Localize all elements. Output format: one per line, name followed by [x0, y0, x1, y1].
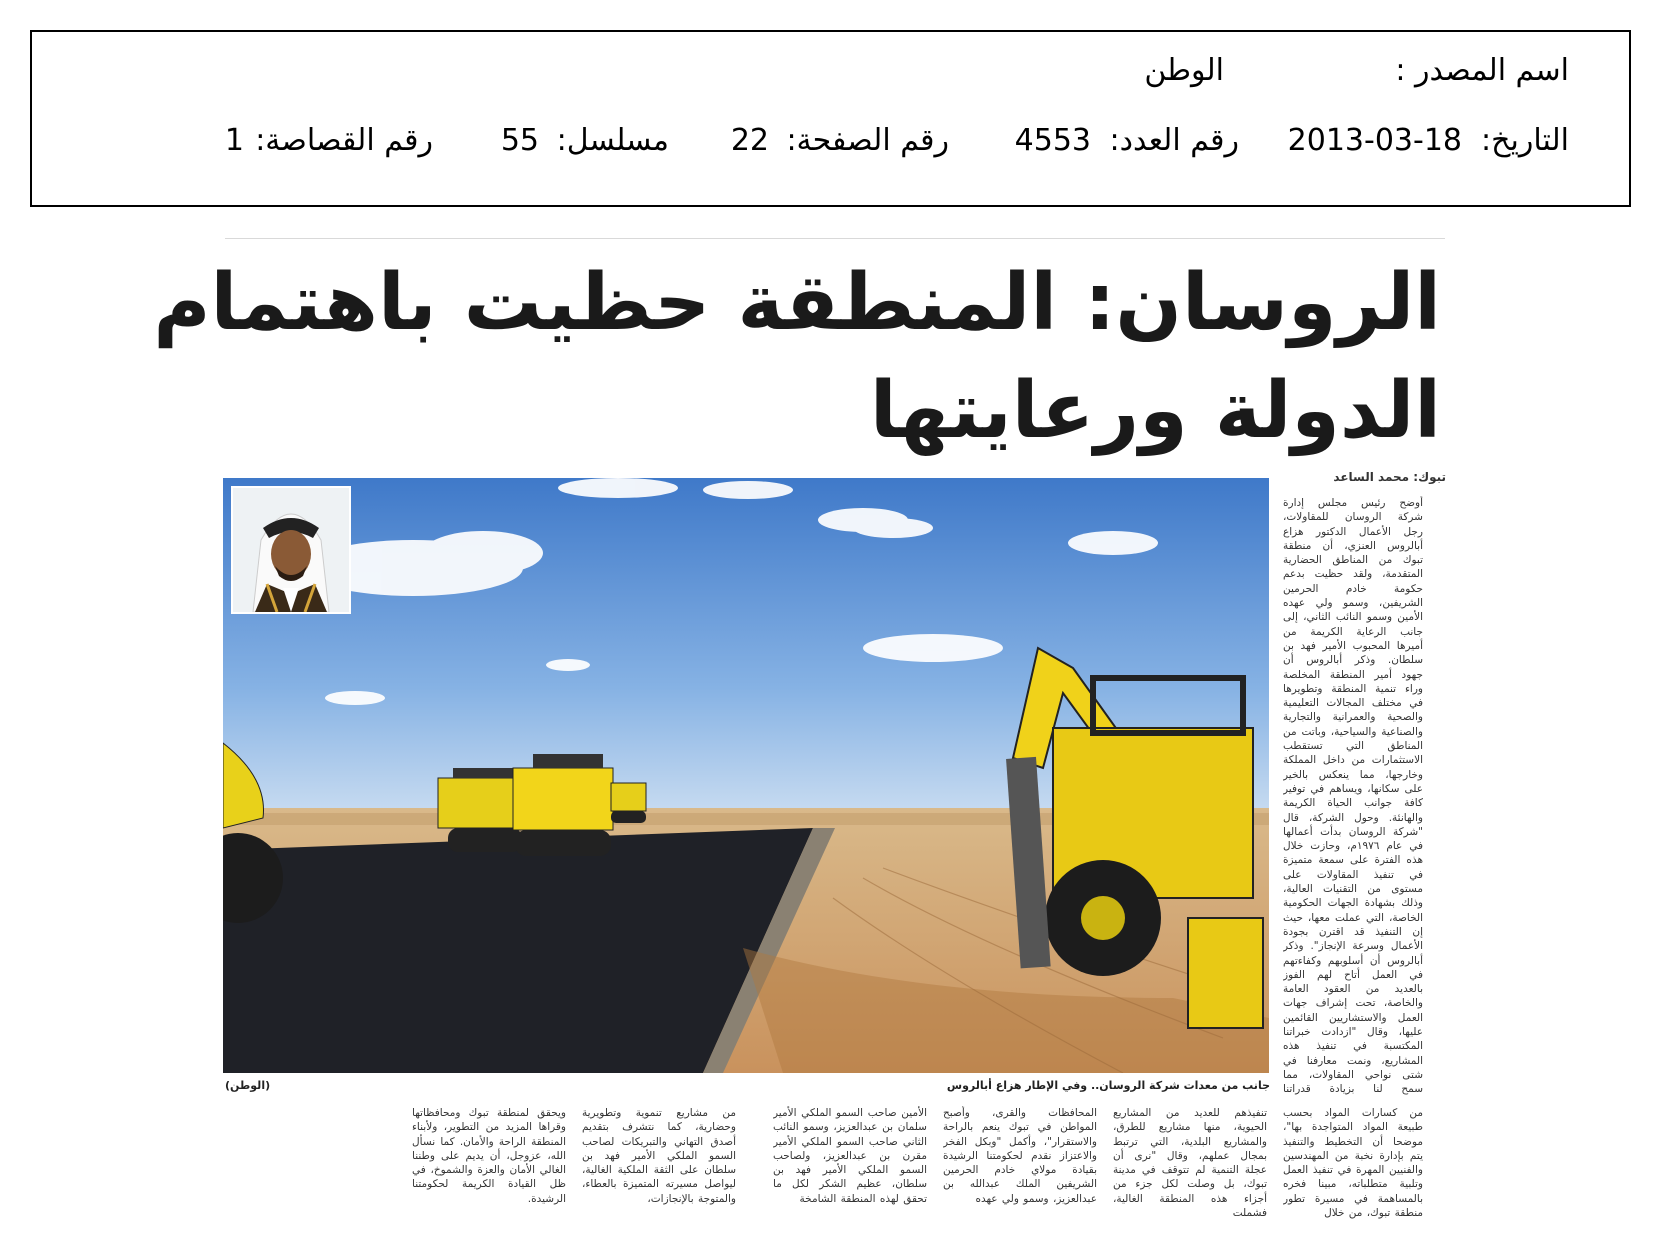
article-column-6: ويحقق لمنطقة تبوك ومحافظاتها وقراها المزيد من التطوير، ولأبناء المنطقة الراحة والأمان. كما نسأل الله، عزوجل، أن يديم على وطننا الغالي الأمان والعزة والشموخ، في ظل القيادة الكريمة لحكومتنا الرشيدة. — [412, 1107, 566, 1205]
source-label: اسم المصدر : — [1395, 53, 1569, 88]
article-column-3: المحافظات والقرى، وأصبح المواطن في تبوك ينعم بالراحة والاستقرار"، وأكمل "وبكل الفخر والاعتزاز نقدم لحكومتنا الرشيدة بقيادة مولاي خادم الحرمين الشريفين الملك عبدالله بن عبدالعزيز، وسمو ولي عهده — [943, 1107, 1097, 1205]
roller-1 — [438, 768, 522, 852]
portrait-photo — [233, 488, 349, 612]
issue-label: رقم العدد: — [1109, 123, 1239, 158]
article-column-2: تنفيذهم للعديد من المشاريع الحيوية، منها مشاريع للطرق، والمشاريع البلدية، التي ترتبط بمجال عملهم، وقال "نرى أن عجلة التنمية لم تتوقف في مدينة تبوك، بل وصلت لكل جزء من أجزاء هذه المنطقة الغالية، فشملت — [1113, 1107, 1267, 1220]
road-construction-photo — [223, 478, 1269, 1073]
date-label: التاريخ: — [1481, 123, 1569, 158]
clip-value: 1 — [224, 123, 244, 158]
date-value: 2013-03-18 — [1287, 123, 1462, 158]
clip-label: رقم القصاصة: — [255, 123, 433, 158]
serial-label: مسلسل: — [556, 123, 669, 158]
serial-value: 55 — [500, 123, 539, 158]
roller-3 — [611, 783, 646, 823]
clipping-metadata-box — [30, 30, 1631, 207]
headline-line-1: الروسان: المنطقة حظيت باهتمام — [153, 258, 1441, 348]
roller-2 — [513, 754, 613, 856]
top-divider — [225, 238, 1445, 239]
headline-line-2: الدولة ورعايتها — [869, 366, 1441, 456]
source-name: الوطن — [1144, 53, 1224, 88]
portrait-inset — [231, 486, 351, 614]
photo-credit: (الوطن) — [225, 1079, 271, 1092]
byline: تبوك: محمد الساعد — [1333, 470, 1446, 484]
photo-caption: جانب من معدات شركة الروسان.. وفي الإطار هزاع أبالروس — [946, 1079, 1270, 1092]
article-column-1: من كسارات المواد بحسب طبيعة المواد المتواجدة بها"، موضحا أن التخطيط والتنفيذ يتم بإدارة نخبة من المهندسين والفنيين المهرة في تنفيذ العمل وتلبية متطلباته، مبينا فخره بالمساهمة في مسيرة تطور منطقة تبوك، من خلال — [1283, 1107, 1423, 1220]
article-side-column: أوضح رئيس مجلس إدارة شركة الروسان للمقاولات، رجل الأعمال الدكتور هزاع أبالروس العنزي، أن منطقة تبوك من المناطق الحضارية المتقدمة، ولقد حظيت بدعم حكومة خادم الحرمين الشريفين، وسمو ولي عهده الأمين وسمو النائب الثاني، إلى جانب الرعاية الكريمة من أميرها المحبوب الأمير فهد بن سلطان. وذكر أبالروس أن جهود أمير المنطقة المخلصة وراء تنمية المنطقة وتطويرها في مختلف المجالات التعليمية والصحية والعمرانية والتجارية والصناعية والسياحية، وباتت من المناطق التي تستقطب الاستثمارات من داخل المملكة وخارجها، مما ينعكس بالخير على سكانها، ويساهم في توفير كافة جوانب الحياة الكريمة والهانئة. وحول الشركة، قال "شركة الروسان بدأت أعمالها في عام ١٩٧٦م، وحازت خلال هذه الفترة على سمعة متميزة في تنفيذ المقاولات على مستوى من التقنيات العالية، وذلك بشهادة الجهات الحكومية الخاصة، التي عملت معها، حيث إن التنفيذ قد اقترن بجودة الأعمال وسرعة الإنجاز". وذكر أبالروس أن أسلوبهم وكفاءتهم في العمل أتاح لهم الفوز بالعديد من العقود العامة والخاصة، تحت إشراف جهات العمل والاستشاريين القائمين عليها، وقال "ازدادت خبراتنا المكتسبة في تنفيذ هذه المشاريع، ونمت معارفنا في شتى نواحي المقاولات، مما سمح لنا بزيادة قدراتنا — [1283, 497, 1423, 1096]
article-photo — [223, 478, 1269, 1073]
issue-value: 4553 — [1014, 123, 1091, 158]
article-column-4: الأمين صاحب السمو الملكي الأمير سلمان بن عبدالعزيز، وسمو النائب الثاني صاحب السمو الملكي الأمير مقرن بن عبدالعزيز، ولصاحب السمو الملكي الأمير فهد بن سلطان، عظيم الشكر لكل ما تحقق لهذه المنطقة الشامخة — [773, 1107, 927, 1205]
page-label: رقم الصفحة: — [786, 123, 949, 158]
article-column-5: من مشاريع تنموية وتطويرية وحضارية، كما نتشرف بتقديم أصدق التهاني والتبريكات لصاحب السمو الملكي الأمير فهد بن سلطان على الثقة الملكية الغالية، ليواصل مسيرته المتميزة بالعطاء، والمتوجة بالإنجازات، — [582, 1107, 736, 1205]
page-value: 22 — [730, 123, 769, 158]
